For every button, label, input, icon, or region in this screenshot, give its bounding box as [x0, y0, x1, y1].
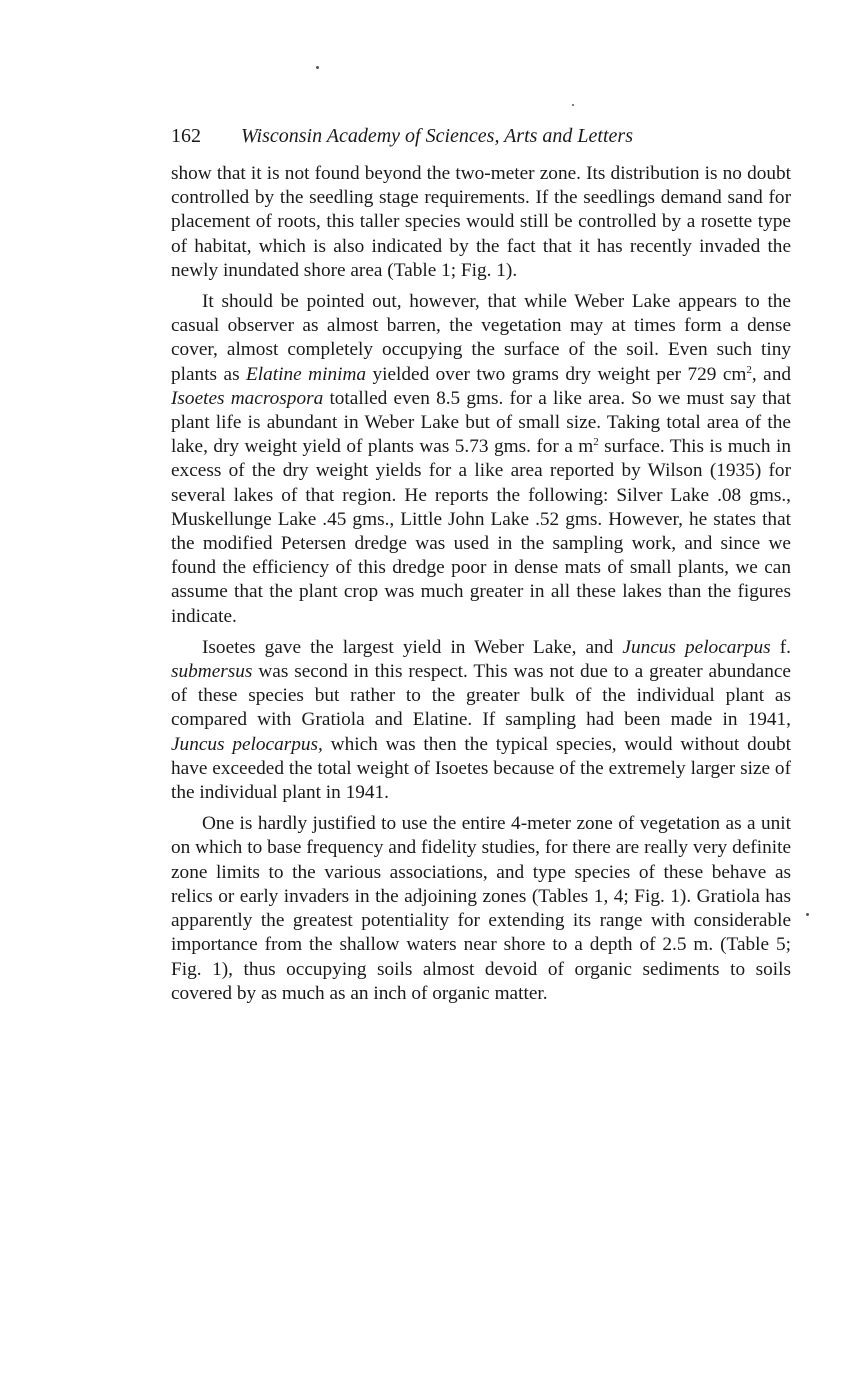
italic-term: Isoetes macrospora [171, 387, 324, 409]
text-run: f. [770, 636, 791, 658]
text-run: surface. This is much in excess of the dry weight yields for a like area reported by Wilson (1935) for several lakes of that region. He reports the following: Silver Lake .08 gms., Muskellunge Lake .45 gms., Little John Lake .52 gms. However, he states that the modified Petersen dredge was used in the sampling work, and since we found the efficiency of this dredge poor in dense mats of small plants, we can assume that the plant crop was much greater in all these lakes than the figures indicate. [171, 436, 791, 627]
paragraph [171, 162, 791, 283]
body-text [171, 162, 791, 1006]
italic-term: Juncus pelocarpus [622, 636, 771, 658]
superscript: 2 [593, 436, 599, 449]
running-title: Wisconsin Academy of Sciences, Arts and Letters [241, 125, 633, 147]
text-run: , and [751, 363, 791, 385]
scan-speck [572, 104, 574, 106]
page [171, 122, 791, 1013]
scan-speck [316, 66, 319, 69]
text-run: totalled even 8.5 gms. for a like area. So we must say that plant life is abundant in Weber Lake but of small size. Taking total area of the lake, dry weight yield of plants was 5.73 gms. for a m [171, 387, 792, 458]
text-run: One is hardly justified to use the entire 4-meter zone of vegetation as a unit on which to base frequency and fidelity studies, for there are really very definite zone limits to the various associations, and type species of these behave as relics or early invaders in the adjoining zones (Tables 1, 4; Fig. 1). Gratiola has apparently the greatest potentiality for extending its range with considerable importance from the shallow waters near shore to a depth of 2.5 m. (Table 5; Fig. 1), thus occupying soils almost devoid of organic sediments to soils covered by as much as an inch of organic matter. [171, 813, 791, 1004]
text-run: was second in this respect. This was not due to a greater abundance of these species but rather to the greater bulk of the individual plant as compared with Gratiola and Elatine. If sampling had been made in 1941, [171, 661, 791, 731]
paragraph [171, 290, 791, 629]
text-run: It should be pointed out, however, that while Weber Lake appears to the casual observer as almost barren, the vegetation may at times form a dense cover, almost completely occupying the surface of the soil. Even such tiny plants as [171, 291, 791, 385]
running-head [171, 122, 791, 150]
paragraph [171, 636, 791, 805]
text-run: show that it is not found beyond the two-meter zone. Its distribution is no doubt controlled by the seedling stage requirements. If the seedlings demand sand for placement of roots, this taller species would still be controlled by a rosette type of habitat, which is also indicated by the fact that it has recently invaded the newly inundated shore area (Table 1; Fig. 1). [171, 163, 791, 281]
scan-speck [806, 913, 809, 916]
superscript: 2 [746, 363, 752, 376]
page-number: 162 [171, 125, 201, 147]
text-run: Isoetes gave the largest yield in Weber Lake, and [202, 636, 623, 658]
paragraph [171, 812, 791, 1006]
italic-term: Elatine minima [246, 363, 367, 385]
text-run: yielded over two grams dry weight per 729 cm [366, 363, 747, 385]
italic-term: Juncus pelocarpus, [171, 733, 323, 755]
italic-term: submersus [171, 661, 253, 683]
text-run: which was then the typical species, would without doubt have exceeded the total weight of Isoetes because of the extremely larger size of the individual plant in 1941. [171, 733, 791, 804]
